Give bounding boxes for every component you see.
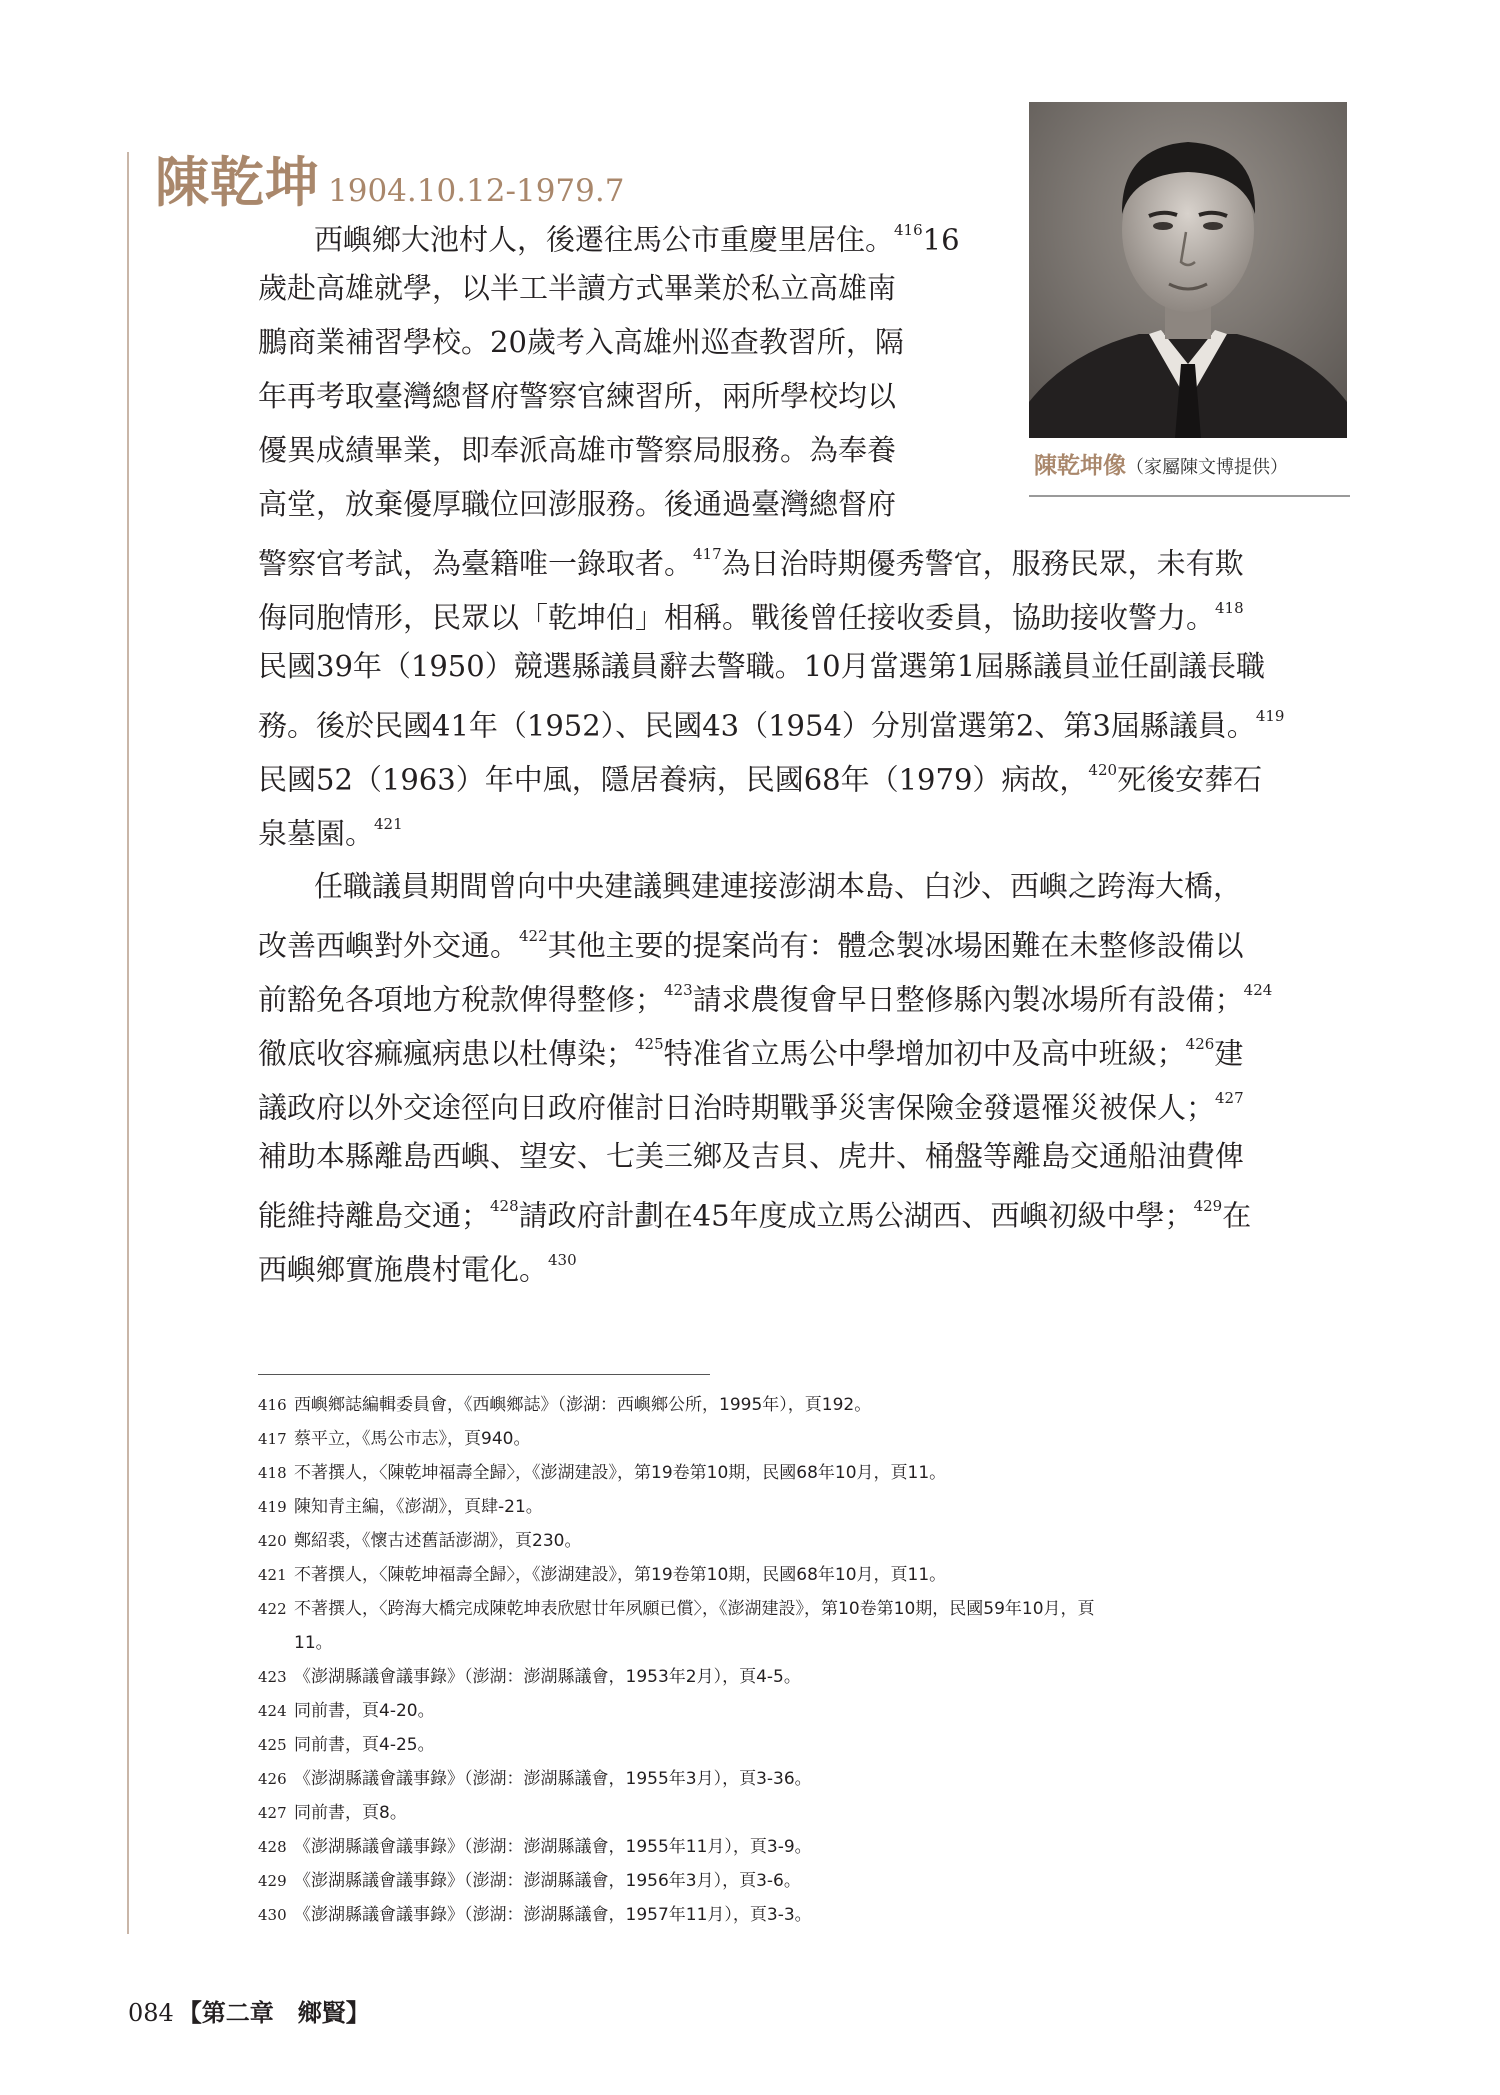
person-name: 陳乾坤 <box>155 150 320 214</box>
body-line: 改善西嶼對外交通。$^{422}$其他主要的提案尚有：體念製冰場困難在未整修設備以 <box>258 927 1244 963</box>
footnote: 418 不著撰人，〈陳乾坤福壽全歸〉，《澎湖建設》，第19卷第10期，民國68年10月，頁11。 <box>258 1463 947 1483</box>
footnote: 419 陳知青主編，《澎湖》，頁肆-21。 <box>258 1497 543 1517</box>
page-footer <box>128 1993 370 2028</box>
footnote-ref: 425 <box>635 1035 664 1053</box>
body-line: 能維持離島交通；$^{428}$請政府計劃在45年度成立馬公湖西、西嶼初級中學；$^{429}$在 <box>258 1197 1252 1233</box>
footnote: 423 《澎湖縣議會議事錄》（澎湖：澎湖縣議會，1953年2月），頁4-5。 <box>258 1667 801 1687</box>
body-line: 歲赴高雄就學，以半工半讀方式畢業於私立高雄南 <box>258 271 897 305</box>
footnote-ref: 423 <box>664 981 693 999</box>
footnote-ref: 418 <box>1215 599 1244 617</box>
caption-rule <box>1029 495 1350 497</box>
footnote-continuation: 11。 <box>294 1633 333 1653</box>
footnote: 428 《澎湖縣議會議事錄》（澎湖：澎湖縣議會，1955年11月），頁3-9。 <box>258 1837 812 1857</box>
body-line: 補助本縣離島西嶼、望安、七美三鄉及吉貝、虎井、桶盤等離島交通船油費俾 <box>258 1139 1245 1173</box>
body-line: 民國52（1963）年中風，隱居養病，民國68年（1979）病故，$^{420}$死後安葬石 <box>258 761 1263 797</box>
page-number: 084 <box>128 1999 174 2027</box>
footnote-rule <box>258 1374 710 1375</box>
body-line: 高堂，放棄優厚職位回澎服務。後通過臺灣總督府 <box>258 487 897 521</box>
footnote-ref: 427 <box>1215 1089 1244 1107</box>
body-line: 前豁免各項地方稅款俾得整修；$^{423}$請求農復會早日整修縣內製冰場所有設備；$^{424}$ <box>258 981 1273 1017</box>
footnote-ref: 426 <box>1185 1035 1215 1053</box>
footnote-ref: 422 <box>519 927 548 945</box>
footnote-ref: 428 <box>490 1197 519 1215</box>
footnote-ref: 424 <box>1243 981 1273 999</box>
body-line: 年再考取臺灣總督府警察官練習所，兩所學校均以 <box>258 379 897 413</box>
footnote: 429 《澎湖縣議會議事錄》（澎湖：澎湖縣議會，1956年3月），頁3-6。 <box>258 1871 801 1891</box>
footnote: 426 《澎湖縣議會議事錄》（澎湖：澎湖縣議會，1955年3月），頁3-36。 <box>258 1769 812 1789</box>
footnote-ref: 430 <box>548 1251 577 1269</box>
chapter-label: 【第二章 鄉賢】 <box>177 1998 370 2027</box>
footnote: 422 不著撰人，〈跨海大橋完成陳乾坤表欣慰廿年夙願已償〉，《澎湖建設》，第10卷第10期，民國59年10月，頁 <box>258 1599 1095 1619</box>
body-line: 鵬商業補習學校。20歲考入高雄州巡查教習所，隔 <box>258 325 904 359</box>
caption-title: 陳乾坤像 <box>1034 453 1126 479</box>
footnote-ref: 417 <box>693 545 722 563</box>
caption-credit: （家屬陳文博提供） <box>1126 457 1288 478</box>
footnote-ref: 429 <box>1193 1197 1223 1215</box>
body-line: 徹底收容痲瘋病患以杜傳染；$^{425}$特准省立馬公中學增加初中及高中班級；$^{426}$建 <box>258 1035 1244 1071</box>
footnote: 421 不著撰人，〈陳乾坤福壽全歸〉，《澎湖建設》，第19卷第10期，民國68年10月，頁11。 <box>258 1565 947 1585</box>
body-line: 優異成績畢業，即奉派高雄市警察局服務。為奉養 <box>258 433 897 467</box>
footnote-ref: 421 <box>374 815 403 833</box>
body-line: 民國39年（1950）競選縣議員辭去警職。10月當選第1屆縣議員並任副議長職 <box>258 649 1266 683</box>
footnote: 424 同前書，頁4-20。 <box>258 1701 435 1721</box>
footnote: 427 同前書，頁8。 <box>258 1803 407 1823</box>
footnote-ref: 416 <box>894 221 923 239</box>
photo-caption <box>1034 447 1288 480</box>
body-line: 西嶼鄉實施農村電化。$^{430}$ <box>258 1251 577 1287</box>
margin-rule <box>127 152 129 1934</box>
life-dates: 1904.10.12-1979.7 <box>328 173 625 209</box>
body-line: 務。後於民國41年（1952）、民國43（1954）分別當選第2、第3屆縣議員。$^{419}$ <box>258 707 1285 743</box>
footnote: 430 《澎湖縣議會議事錄》（澎湖：澎湖縣議會，1957年11月），頁3-3。 <box>258 1905 812 1925</box>
portrait-illustration <box>1029 102 1347 438</box>
footnote-ref: 419 <box>1255 707 1285 725</box>
footnote-ref: 420 <box>1088 761 1118 779</box>
footnote: 416 西嶼鄉誌編輯委員會，《西嶼鄉誌》（澎湖：西嶼鄉公所，1995年），頁192。 <box>258 1395 872 1415</box>
footnote: 425 同前書，頁4-25。 <box>258 1735 435 1755</box>
footnote: 420 鄭紹裘，《懷古述舊話澎湖》，頁230。 <box>258 1531 582 1551</box>
body-line: 侮同胞情形，民眾以「乾坤伯」相稱。戰後曾任接收委員，協助接收警力。$^{418}$ <box>258 599 1244 635</box>
body-line: 任職議員期間曾向中央建議興建連接澎湖本島、白沙、西嶼之跨海大橋， <box>314 869 1243 903</box>
body-line: 警察官考試，為臺籍唯一錄取者。$^{417}$為日治時期優秀警官，服務民眾，未有欺 <box>258 545 1244 581</box>
portrait-photo <box>1029 102 1347 438</box>
footnote: 417 蔡平立，《馬公市志》，頁940。 <box>258 1429 531 1449</box>
body-line: 泉墓園。$^{421}$ <box>258 815 403 851</box>
entry-heading <box>155 140 624 217</box>
body-line: 西嶼鄉大池村人，後遷往馬公市重慶里居住。$^{416}$16 <box>314 221 960 257</box>
body-line: 議政府以外交途徑向日政府催討日治時期戰爭災害保險金發還罹災被保人；$^{427}$ <box>258 1089 1244 1125</box>
